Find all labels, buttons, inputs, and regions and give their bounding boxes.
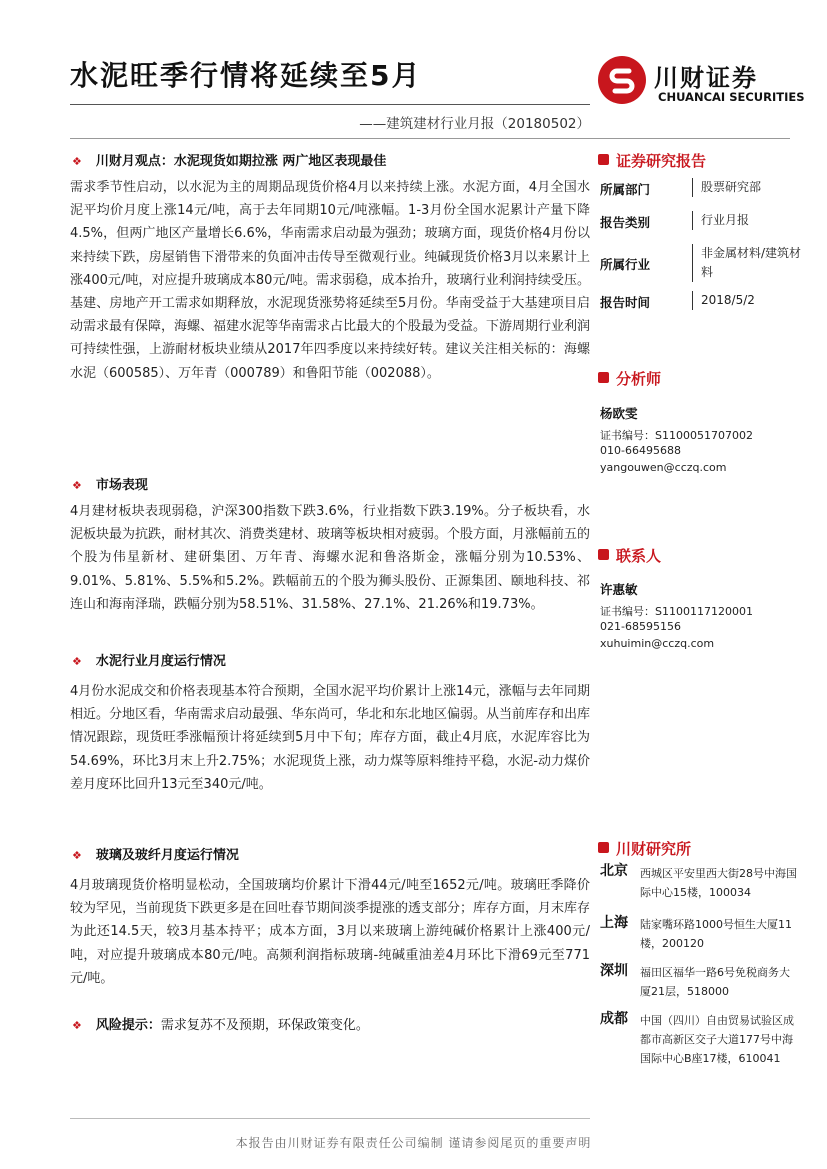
- sidebar-report-heading: 证券研究报告: [598, 150, 706, 171]
- section-body-glass: 4月玻璃现货价格明显松动，全国玻璃均价累计下滑44元/吨至1652元/吨。玻璃旺季降价较为罕见，当前现货下跌更多是在回吐春节期间淡季提涨的透支部分；库存方面，月末库存为此还14.5天，较3月基本持平；成本方面，3月以来玻璃上游纯碱价格累计上涨400元/吨，对应提升玻璃成本80元/吨。高频利润指标玻璃-纯碱重油差4月环比下滑69元至771元/吨。: [70, 878, 591, 986]
- meta-value-dept: 股票研究部: [692, 178, 805, 197]
- heading-square-icon: [598, 842, 609, 853]
- header-divider: [70, 104, 590, 105]
- meta-label-industry: 所属行业: [600, 257, 651, 272]
- section-heading-cement: ❖ 水泥行业月度运行情况: [72, 654, 226, 669]
- risk-label: 风险提示：: [95, 1018, 161, 1033]
- heading-square-icon: [598, 372, 609, 383]
- header-divider-2: [70, 138, 790, 139]
- office-city-chengdu: 成都: [600, 1011, 628, 1027]
- sidebar-analyst-heading: 分析师: [598, 368, 661, 389]
- contact-email[interactable]: xuhuimin@cczq.com: [600, 637, 715, 650]
- meta-label-dept: 所属部门: [600, 182, 651, 197]
- report-subtitle: ——建筑建材行业月报（20180502）: [359, 116, 590, 132]
- office-city-shanghai: 上海: [600, 915, 628, 931]
- diamond-bullet-icon: ❖: [72, 849, 82, 862]
- heading-square-icon: [598, 154, 609, 165]
- office-city-shenzhen: 深圳: [600, 963, 628, 979]
- section-body-outlook: 需求季节性启动，以水泥为主的周期品现货价格4月以来持续上涨。水泥方面，4月全国水泥平均价月度上涨14元/吨，高于去年同期10元/吨涨幅。1-3月份全国水泥累计产量下降4.5%，但两广地区产量增长6.6%，华南需求启动最为强劲；玻璃方面，现货价格4月份以来持续下跌，房屋销售下滑带来的负面冲击传导至微观行业。纯碱现货价格3月以来累计上涨400元/吨，对应提升玻璃成本80元/吨。需求弱稳，成本抬升，玻璃行业利润持续受压。基建、房地产开工需求如期释放，水泥现货涨势将延续至5月份。华南受益于大基建项目启动需求最有保障，海螺、福建水泥等华南需求占比最大的个股最为受益。下游周期行业利润可持续性强，上游耐材板块业绩从2017年四季度以来持续好转。建议关注相关标的：海螺水泥（600585）、万年青（000789）和鲁阳节能（002088）。: [70, 180, 591, 381]
- office-address-shenzhen: 福田区福华一路6号免税商务大厦21层，518000: [640, 966, 790, 998]
- office-address-shanghai: 陆家嘴环路1000号恒生大厦11楼，200120: [640, 918, 792, 950]
- logo-text-en: CHUANCAI SECURITIES: [658, 90, 805, 104]
- meta-value-industry: 非金属材料/建筑材料: [692, 244, 805, 282]
- contact-name: 许惠敏: [600, 582, 638, 597]
- analyst-cert: 证书编号：S1100051707002: [600, 429, 753, 442]
- meta-value-date: 2018/5/2: [692, 291, 805, 310]
- diamond-bullet-icon: ❖: [72, 1019, 82, 1032]
- heading-square-icon: [598, 549, 609, 560]
- footer-disclaimer: 本报告由川财证券有限责任公司编制 谨请参阅尾页的重要声明: [235, 1136, 592, 1150]
- office-city-beijing: 北京: [600, 863, 628, 879]
- diamond-bullet-icon: ❖: [72, 655, 82, 668]
- section-heading-market: ❖ 市场表现: [72, 478, 148, 493]
- logo-mark-icon: [598, 56, 646, 104]
- footer-divider: [70, 1118, 590, 1119]
- section-body-market: 4月建材板块表现弱稳，沪深300指数下跌3.6%，行业指数下跌3.19%。分子板块看，水泥板块最为抗跌，耐材其次、消费类建材、玻璃等板块相对疲弱。个股方面，月涨幅前五的个股为伟星新材、建研集团、万年青、海螺水泥和鲁洛斯金，涨幅分别为10.53%、9.01%、5.81%、5.5%和5.2%。跌幅前五的个股为狮头股份、正源集团、颐地科技、祁连山和海南泽瑞，跌幅分别为58.51%、31.58%、27.1%、21.26%和19.73%。: [70, 504, 591, 612]
- logo-text-cn: 川财证券: [654, 64, 758, 92]
- section-heading-glass: ❖ 玻璃及玻纤月度运行情况: [72, 848, 239, 863]
- diamond-bullet-icon: ❖: [72, 155, 82, 168]
- meta-label-type: 报告类别: [600, 215, 651, 230]
- contact-phone: 021-68595156: [600, 620, 681, 633]
- risk-text: 需求复苏不及预期，环保政策变化。: [160, 1018, 369, 1033]
- company-logo: [598, 52, 805, 110]
- analyst-email[interactable]: yangouwen@cczq.com: [600, 461, 727, 474]
- meta-value-type: 行业月报: [692, 211, 805, 230]
- sidebar-contact-heading: 联系人: [598, 545, 661, 566]
- section-body-cement: 4月份水泥成交和价格表现基本符合预期，全国水泥平均价累计上涨14元，涨幅与去年同期相近。分地区看，华南需求启动最强、华东尚可，华北和东北地区偏弱。从当前库存和出库情况跟踪，现货旺季涨幅预计将延续到5月中下旬；库存方面，截止4月底，水泥库容比为54.69%，环比3月末上升2.75%；水泥现货上涨，动力煤等原料维持平稳，水泥-动力煤价差月度环比回升13元至340元/吨。: [70, 684, 591, 792]
- report-title: 水泥旺季行情将延续至5月: [70, 59, 422, 92]
- meta-label-date: 报告时间: [600, 295, 651, 310]
- analyst-phone: 010-66495688: [600, 444, 681, 457]
- section-heading-outlook: ❖ 川财月观点：水泥现货如期拉涨 两广地区表现最佳: [72, 154, 387, 169]
- sidebar-institute-heading: 川财研究所: [598, 838, 691, 859]
- contact-cert: 证书编号：S1100117120001: [600, 605, 753, 618]
- office-address-beijing: 西城区平安里西大街28号中海国际中心15楼，100034: [640, 867, 797, 899]
- analyst-name: 杨欧雯: [600, 406, 638, 421]
- risk-warning: [72, 1014, 369, 1033]
- office-address-chengdu: 中国（四川）自由贸易试验区成都市高新区交子大道177号中海国际中心B座17楼，610041: [640, 1014, 794, 1065]
- diamond-bullet-icon: ❖: [72, 479, 82, 492]
